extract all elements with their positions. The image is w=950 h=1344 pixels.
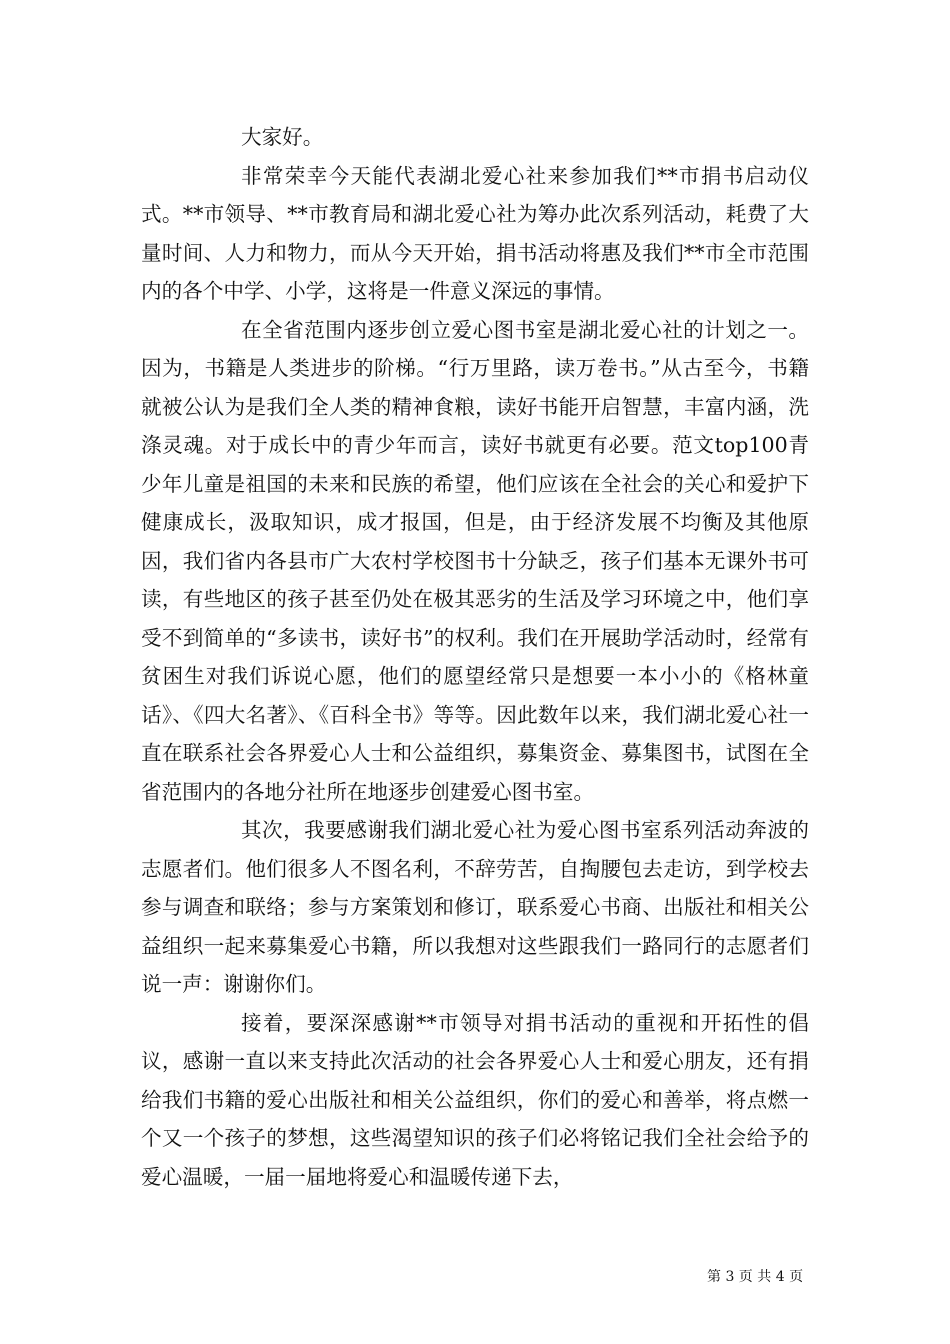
paragraph-volunteers: 其次，我要感谢我们湖北爱心社为爱心图书室系列活动奔波的志愿者们。他们很多人不图名利，不辞劳苦，自掏腰包去走访，到学校去参与调查和联络；参与方案策划和修订，联系爱心书商、出版社和相关公益组织一起来募集爱心书籍，所以我想对这些跟我们一路同行的志愿者们说一声：谢谢你们。 xyxy=(141,818,809,996)
body-text xyxy=(141,118,809,1196)
paragraph-greeting: 大家好。 xyxy=(241,125,324,149)
page-footer: 第 3 页 共 4 页 xyxy=(707,1269,804,1285)
paragraph-opening: 非常荣幸今天能代表湖北爱心社来参加我们**市捐书启动仪式。**市领导、**市教育局和湖北爱心社为筹办此次系列活动，耗费了大量时间、人力和物力，而从今天开始，捐书活动将惠及我们**市全市范围内的各个中学、小学，这将是一件意义深远的事情。 xyxy=(141,163,809,303)
paragraph-library-plan: 在全省范围内逐步创立爱心图书室是湖北爱心社的计划之一。因为，书籍是人类进步的阶梯。“行万里路，读万卷书。”从古至今，书籍就被公认为是我们全人类的精神食粮，读好书能开启智慧，丰富内涵，洗涤灵魂。对于成长中的青少年而言，读好书就更有必要。范文top100青少年儿童是祖国的未来和民族的希望，他们应该在全社会的关心和爱护下健康成长，汲取知识，成才报国，但是，由于经济发展不均衡及其他原因，我们省内各县市广大农村学校图书十分缺乏，孩子们基本无课外书可读，有些地区的孩子甚至仍处在极其恶劣的生活及学习环境之中，他们享受不到简单的“多读书，读好书”的权利。我们在开展助学活动时，经常有贫困生对我们诉说心愿，他们的愿望经常只是想要一本小小的《格林童话》、《四大名著》、《百科全书》等等。因此数年以来，我们湖北爱心社一直在联系社会各界爱心人士和公益组织，募集资金、募集图书，试图在全省范围内的各地分社所在地逐步创建爱心图书室。 xyxy=(141,317,809,804)
paragraph-thanks: 接着，要深深感谢**市领导对捐书活动的重视和开拓性的倡议，感谢一直以来支持此次活动的社会各界爱心人士和爱心朋友，还有捐给我们书籍的爱心出版社和相关公益组织，你们的爱心和善举，将点燃一个又一个孩子的梦想，这些渴望知识的孩子们必将铭记我们全社会给予的爱心温暖，一届一届地将爱心和温暖传递下去， xyxy=(141,1010,809,1189)
